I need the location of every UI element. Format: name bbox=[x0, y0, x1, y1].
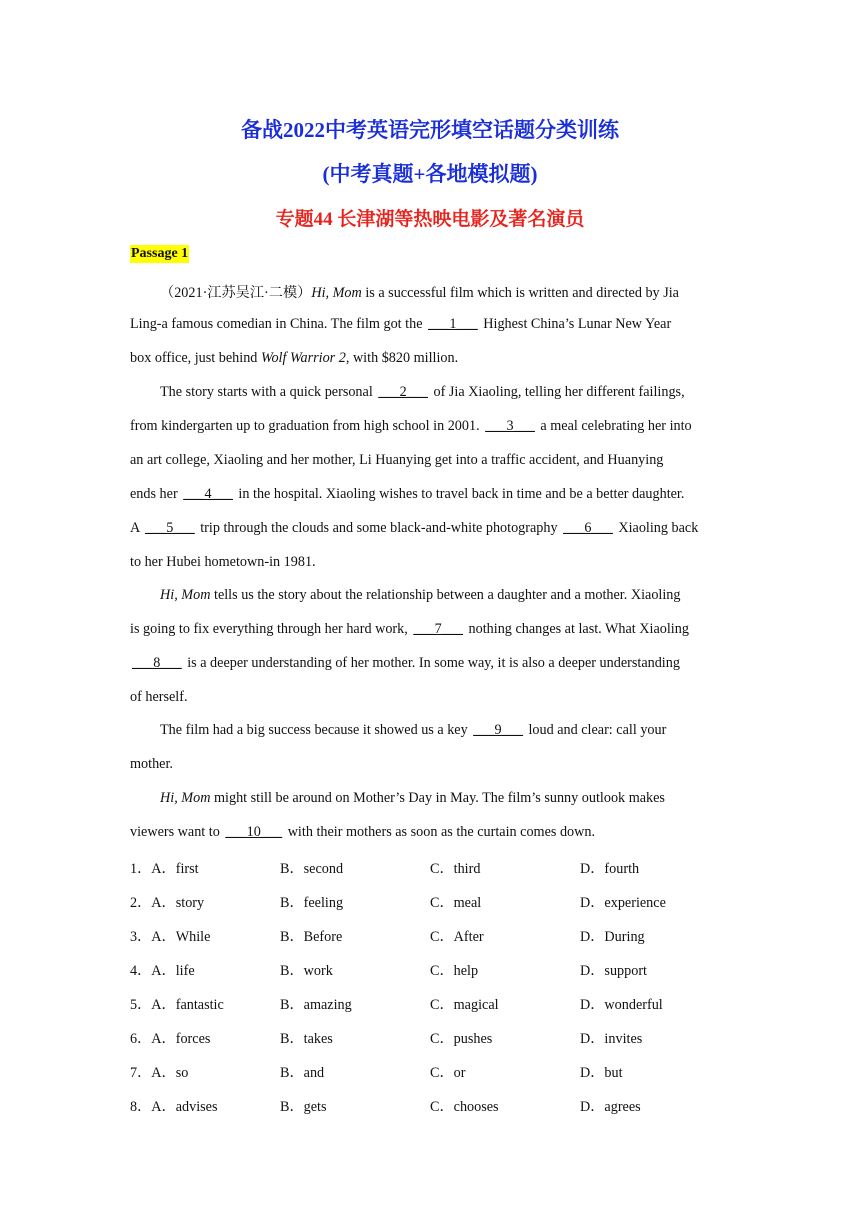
blank-4: ___4___ bbox=[183, 486, 233, 502]
option-a: A．fantastic bbox=[151, 997, 224, 1013]
passage-line: Hi, Mom might still be around on Mother’s Day in May. The film’s sunny outlook makes bbox=[160, 790, 665, 806]
topic-subtitle: 专题44 长津湖等热映电影及著名演员 bbox=[275, 209, 585, 230]
passage-line: Ling-a famous comedian in China. The film got the ___1___ Highest China’s Lunar New Year bbox=[130, 316, 672, 332]
option-a: A．While bbox=[151, 929, 211, 945]
passage-line: is going to fix everything through her hard work, ___7___ nothing changes at last. What Xiaoling bbox=[130, 621, 689, 637]
option-c: C．pushes bbox=[430, 1031, 493, 1047]
blank-6: ___6___ bbox=[563, 520, 613, 536]
option-d: D．wonderful bbox=[580, 997, 663, 1013]
passage-line: ___8___ is a deeper understanding of her mother. In some way, it is also a deeper understanding bbox=[132, 655, 680, 671]
passage-line: box office, just behind Wolf Warrior 2, with $820 million. bbox=[130, 350, 459, 366]
option-a: A．so bbox=[151, 1065, 189, 1081]
film-title: Wolf Warrior 2 bbox=[260, 350, 346, 366]
option-d: D．During bbox=[580, 929, 645, 945]
passage-line: The film had a big success because it showed us a key ___9___ loud and clear: call your bbox=[160, 722, 667, 738]
document-title-line2: (中考真题+各地模拟题) bbox=[322, 162, 538, 186]
option-a: A．forces bbox=[151, 1031, 211, 1047]
blank-8: ___8___ bbox=[132, 655, 182, 671]
blank-10: ___10___ bbox=[225, 824, 283, 840]
blank-3: ___3___ bbox=[485, 418, 535, 434]
option-b: B．Before bbox=[280, 929, 343, 945]
passage-line: from kindergarten up to graduation from high school in 2001. ___3___ a meal celebrating her into bbox=[130, 418, 692, 434]
option-b: B．takes bbox=[280, 1031, 333, 1047]
option-d: D．invites bbox=[580, 1031, 643, 1047]
passage-line: ends her ___4___ in the hospital. Xiaoling wishes to travel back in time and be a better daughter. bbox=[130, 486, 685, 502]
blank-1: ___1___ bbox=[428, 316, 478, 332]
option-c: C．chooses bbox=[430, 1099, 499, 1115]
option-b: B．and bbox=[280, 1065, 325, 1081]
option-a: A．advises bbox=[151, 1099, 218, 1115]
passage-line: of herself. bbox=[130, 689, 188, 705]
option-a: A．story bbox=[151, 895, 205, 911]
option-d: D．but bbox=[580, 1065, 623, 1081]
document-title: 备战2022中考英语完形填空话题分类训练 bbox=[241, 118, 619, 142]
film-title: Hi, Mom bbox=[311, 285, 362, 301]
passage-line: mother. bbox=[130, 756, 173, 772]
passage-line: an art college, Xiaoling and her mother, Li Huanying get into a traffic accident, and Huanying bbox=[130, 452, 664, 468]
passage-line: A ___5___ trip through the clouds and some black-and-white photography ___6___ Xiaoling back bbox=[130, 520, 699, 536]
film-title: Hi, Mom bbox=[160, 790, 211, 806]
passage-line: Hi, Mom tells us the story about the relationship between a daughter and a mother. Xiaoling bbox=[160, 587, 681, 603]
option-d: D．agrees bbox=[580, 1099, 641, 1115]
passage-line: viewers want to ___10___ with their mothers as soon as the curtain comes down. bbox=[130, 824, 596, 840]
film-title: Hi, Mom bbox=[160, 587, 211, 603]
option-a: A．life bbox=[151, 963, 195, 979]
blank-7: ___7___ bbox=[413, 621, 463, 637]
option-b: B．feeling bbox=[280, 895, 344, 911]
option-d: D．experience bbox=[580, 895, 666, 911]
document-page: 备战2022中考英语完形填空话题分类训练 (中考真题+各地模拟题) 专题44 长津湖等热映电影及著名演员 Passage 1 （2021·江苏吴江·二模）Hi, Mom is a successful film which is written and directed by Jia Ling-a famous comedian in China. The film got the ___1___ Highest China’s Lunar New Year box office, just behind Wolf Warrior 2, with $820 million. The story starts with a quick personal ___2___ of Jia Xiaoling, telling her different failings, from kindergarten up to graduation from high school in 2001. ___3___ a meal celebrating her into an art college, Xiaoling and her mother, Li Huanying get into a traffic accident, and Huanying ends her ___4___ in the hospital. Xiaoling wishes to travel back in time and be a better daughter. A ___5___ trip through the clouds and some black-and-white photography ___6___ Xiaoling back to her Hubei hometown-in 1981. Hi, Mom tells us the story about the relationship between a daughter and a mother. Xiaoling is going to fix everything through her hard work, ___7___ nothing changes at last. What Xiaoling ___8___ is a deeper understanding of her mother. In some way, it is also a deeper understanding of herself. The film had a big success because it showed us a key ___9___ loud and clear: call your mother. Hi, Mom might still be around on Mother’s Day in May. The film’s sunny outlook makes viewers want to ___10___ with their mothers as soon as the curtain comes down. 1．A．first B．second C．third D．fourth 2．A．story B．feeling C．meal D．experience 3．A．While B．Before C．After D．During 4．A．life B．work C．help D．support 5．A．fantastic B．amazing C．magical D．wonderful 6．A．forces B．takes C．pushes D．invites 7．A．so B．and C．or D．but 8．A．advises B．gets C．chooses D．agrees bbox=[0, 0, 860, 1216]
option-c: C．After bbox=[430, 929, 484, 945]
option-a: A．first bbox=[151, 861, 199, 877]
option-c: C．meal bbox=[430, 895, 482, 911]
option-d: D．support bbox=[580, 963, 647, 979]
passage-label: Passage 1 bbox=[131, 246, 189, 261]
option-b: B．gets bbox=[280, 1099, 327, 1115]
blank-9: ___9___ bbox=[473, 722, 523, 738]
passage-line: The story starts with a quick personal ___2___ of Jia Xiaoling, telling her different failings, bbox=[160, 384, 685, 400]
option-c: C．help bbox=[430, 963, 479, 979]
option-c: C．magical bbox=[430, 997, 499, 1013]
option-c: C．or bbox=[430, 1065, 466, 1081]
option-b: B．second bbox=[280, 861, 344, 877]
option-b: B．work bbox=[280, 963, 333, 979]
option-c: C．third bbox=[430, 861, 481, 877]
blank-2: ___2___ bbox=[378, 384, 428, 400]
passage-line: （2021·江苏吴江·二模）Hi, Mom is a successful film which is written and directed by Jia bbox=[160, 285, 679, 301]
passage-line: to her Hubei hometown-in 1981. bbox=[130, 554, 316, 570]
blank-5: ___5___ bbox=[145, 520, 195, 536]
option-b: B．amazing bbox=[280, 997, 352, 1013]
option-d: D．fourth bbox=[580, 861, 640, 877]
